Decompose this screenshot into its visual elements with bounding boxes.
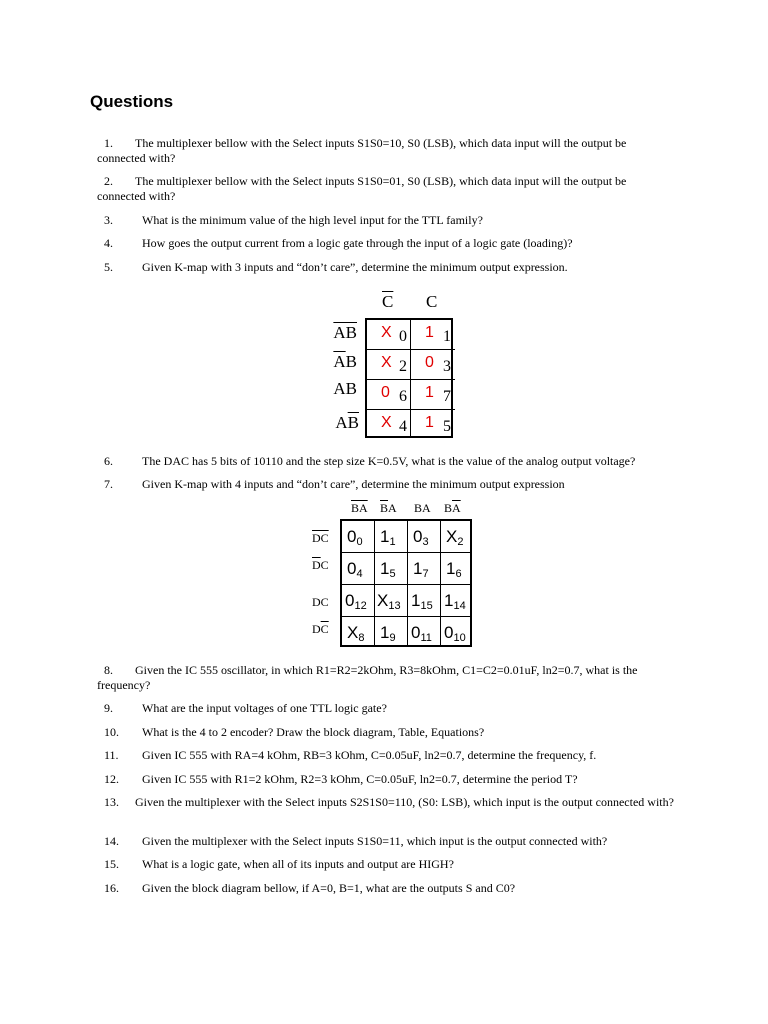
question-16: [97, 881, 677, 896]
kmap4-row-header-2: $\overline{D}C$: [312, 558, 329, 572]
page-title: Questions: [90, 92, 174, 111]
kmap4-cell: $0_{12}$: [342, 585, 375, 617]
question-13: [97, 795, 677, 810]
question-10: [97, 725, 677, 740]
kmap4-cell: $1_1$: [375, 521, 408, 553]
kmap4-cell: $1_{14}$: [441, 585, 470, 617]
kmap3-cell: 1 7: [411, 380, 455, 410]
question-number: 7.: [104, 477, 113, 491]
question-number: 3.: [104, 213, 113, 227]
question-text: What is the 4 to 2 encoder? Draw the block diagram, Table, Equations?: [142, 725, 485, 739]
question-number: 5.: [104, 260, 113, 274]
kmap4-cell: $0_3$: [408, 521, 441, 553]
question-text: How goes the output current from a logic gate through the input of a logic gate (loading)?: [142, 236, 573, 250]
kmap4-cell: $1_5$: [375, 553, 408, 585]
kmap4-cell: $1_{15}$: [408, 585, 441, 617]
question-text: Given IC 555 with R1=2 kOhm, R2=3 kOhm, C=0.05uF, ln2=0.7, determine the period T?: [142, 772, 578, 786]
question-11: [97, 748, 677, 763]
question-number: 10.: [104, 725, 119, 739]
question-number: 12.: [104, 772, 119, 786]
question-12: [97, 772, 677, 787]
question-number: 9.: [104, 701, 113, 715]
kmap3-cell: 1 5: [425, 414, 451, 435]
question-number: 4.: [104, 236, 113, 250]
kmap4-row-header-3: DC: [312, 595, 329, 609]
kmap4-cell: $X_{13}$: [375, 585, 408, 617]
question-number: 13.: [104, 795, 119, 809]
kmap4-cell: $0_{10}$: [444, 623, 466, 644]
kmap4-row-header-1: $\overline{DC}$: [312, 531, 329, 545]
kmap3-grid: [365, 318, 453, 438]
kmap4-row-header-4: $D\overline{C}$: [312, 622, 329, 636]
question-1: [97, 136, 677, 166]
question-text: The multiplexer bellow with the Select inputs S1S0=01, S0 (LSB), which data input will the output be connected with?: [97, 174, 627, 203]
kmap3-row-header-3: AB: [333, 379, 357, 398]
question-2: [97, 174, 677, 204]
kmap4-col-header-2: $\overline{B}A$: [380, 501, 397, 515]
question-3: [97, 213, 677, 228]
kmap3-cell: 0 3: [411, 350, 455, 380]
question-text: Given K-map with 3 inputs and “don’t care”, determine the minimum output expression.: [142, 260, 568, 274]
kmap3-col-header-cbar: $\overline{C}$: [382, 292, 394, 311]
kmap3-cell: X 4: [367, 410, 411, 436]
question-number: 11.: [104, 748, 119, 762]
kmap3-col-header-c: C: [426, 292, 438, 311]
question-text: Given the IC 555 oscillator, in which R1=R2=2kOhm, R3=8kOhm, C1=C2=0.01uF, ln2=0.7, what is the frequency?: [97, 663, 638, 692]
question-text: Given the multiplexer with the Select inputs S1S0=11, which input is the output connected with?: [142, 834, 608, 848]
question-number: 8.: [104, 663, 113, 677]
kmap3-cell: 1 1: [411, 320, 455, 350]
kmap3-row-header-1: $\overline{AB}$: [333, 323, 357, 342]
question-text: What is a logic gate, when all of its inputs and output are HIGH?: [142, 857, 454, 871]
kmap4-cell: $X_8$: [342, 617, 375, 645]
question-number: 6.: [104, 454, 113, 468]
kmap4-col-header-3: BA: [414, 501, 431, 515]
question-number: 2.: [104, 174, 113, 188]
kmap3-cell: X 0: [367, 320, 411, 350]
kmap4-cell: $1_6$: [441, 553, 470, 585]
kmap3-row-header-4: $A\overline{B}$: [335, 413, 359, 432]
question-text: What are the input voltages of one TTL logic gate?: [142, 701, 387, 715]
kmap4-cell: $1_9$: [375, 617, 408, 645]
kmap4-cell: $1_7$: [408, 553, 441, 585]
question-6: [97, 454, 677, 469]
kmap4-cell: $0_0$: [342, 521, 375, 553]
question-4: [97, 236, 677, 251]
kmap4-grid: [340, 519, 472, 647]
question-text: What is the minimum value of the high level input for the TTL family?: [142, 213, 483, 227]
kmap4-cell: $X_2$: [441, 521, 470, 553]
kmap3-cell: 0 6: [367, 380, 411, 410]
question-number: 14.: [104, 834, 119, 848]
question-5: [97, 260, 677, 275]
question-text: Given K-map with 4 inputs and “don’t care”, determine the minimum output expression: [142, 477, 565, 491]
question-text: The DAC has 5 bits of 10110 and the step size K=0.5V, what is the value of the analog output voltage?: [142, 454, 636, 468]
question-9: [97, 701, 677, 716]
kmap4-cell: $0_{11}$: [408, 617, 441, 645]
question-8: [97, 663, 677, 693]
kmap4-col-header-4: $B\overline{A}$: [444, 501, 461, 515]
question-text: Given the multiplexer with the Select inputs S2S1S0=110, (S0: LSB), which input is the output connected with?: [135, 795, 674, 809]
question-text: Given the block diagram bellow, if A=0, B=1, what are the outputs S and C0?: [142, 881, 516, 895]
question-15: [97, 857, 677, 872]
question-text: The multiplexer bellow with the Select inputs S1S0=10, S0 (LSB), which data input will the output be connected with?: [97, 136, 627, 165]
kmap3-cell: X 2: [367, 350, 411, 380]
kmap4-col-header-1: $\overline{BA}$: [351, 501, 368, 515]
question-text: Given IC 555 with RA=4 kOhm, RB=3 kOhm, C=0.05uF, ln2=0.7, determine the frequency, f.: [142, 748, 597, 762]
question-7: [97, 477, 677, 492]
question-number: 1.: [104, 136, 113, 150]
question-number: 15.: [104, 857, 119, 871]
question-number: 16.: [104, 881, 119, 895]
kmap4-cell: $0_4$: [342, 553, 375, 585]
question-14: [97, 834, 677, 849]
kmap3-row-header-2: $\overline{A}B$: [333, 352, 357, 371]
